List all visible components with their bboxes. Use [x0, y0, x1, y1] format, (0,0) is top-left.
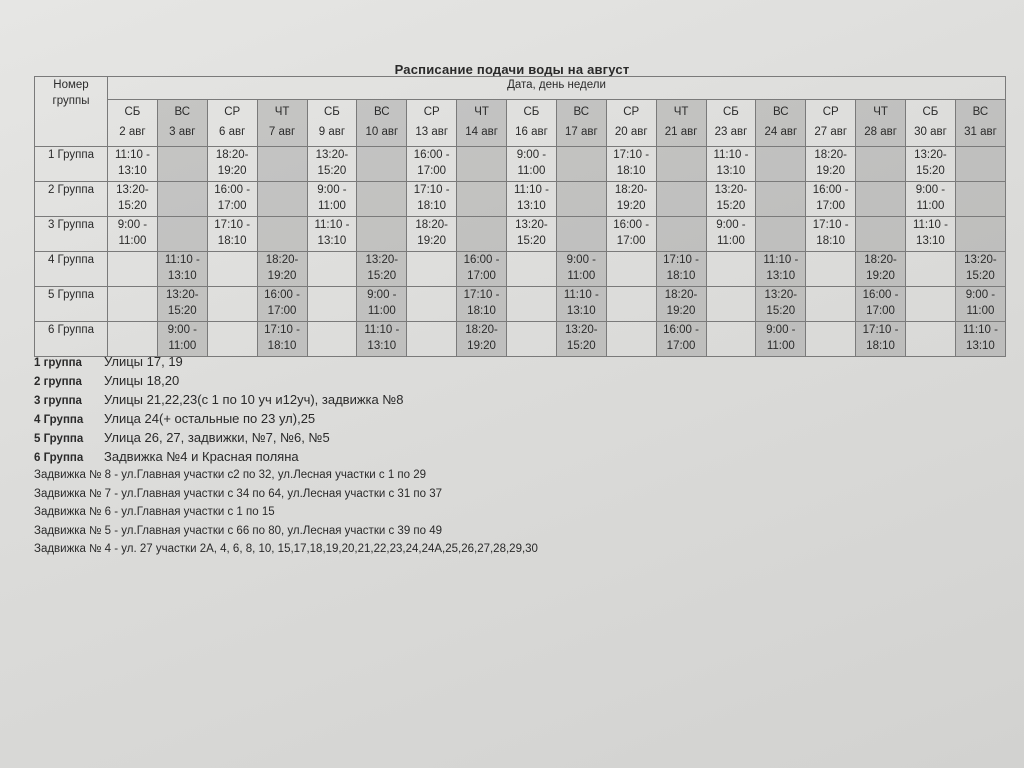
time-start: 11:10 - [314, 219, 350, 231]
legend-item [34, 447, 994, 466]
time-start: 13:20- [315, 149, 349, 161]
time-end: 11:00 [118, 235, 147, 247]
time-start: 17:10 - [264, 324, 300, 336]
time-start: 11:10 - [364, 324, 400, 336]
day-date: 13 авг [415, 126, 449, 138]
legend-group: 2 группа [34, 376, 82, 388]
time-end: 15:20 [566, 340, 596, 352]
time-end: 19:20 [666, 305, 696, 317]
schedule-cell [955, 287, 1005, 322]
time-end: 13:10 [716, 165, 746, 177]
schedule-cell [307, 217, 357, 252]
schedule-cell [606, 217, 656, 252]
time-start: 16:00 - [264, 289, 300, 301]
legend-desc: Улицы 21,22,23(с 1 по 10 уч и12уч), задвижка №8 [104, 392, 404, 407]
time-end: 11:00 [966, 305, 995, 317]
schedule-cell [706, 217, 756, 252]
time-start: 13:20- [714, 184, 748, 196]
time-start: 9:00 - [566, 254, 597, 266]
day-of-week: ВС [773, 106, 789, 118]
schedule-cell [556, 287, 606, 322]
schedule-cell [108, 252, 158, 287]
time-start: 18:20- [415, 219, 448, 231]
time-start: 11:10 - [763, 254, 799, 266]
schedule-cell [606, 182, 656, 217]
schedule-cell [207, 217, 257, 252]
table-row [35, 147, 1006, 182]
day-header [556, 100, 606, 147]
time-start: 11:10 - [563, 289, 599, 301]
time-start: 16:00 - [214, 184, 251, 196]
day-date: 20 авг [614, 126, 648, 138]
time-end: 18:10 [417, 200, 447, 212]
schedule-cell [906, 182, 956, 217]
time-start: 9:00 - [965, 289, 996, 301]
time-end: 15:20 [167, 305, 197, 317]
time-end: 18:10 [267, 340, 297, 352]
legend-item [34, 352, 994, 371]
schedule-cell [507, 287, 557, 322]
header-row-top [35, 77, 1006, 100]
schedule-cell [856, 182, 906, 217]
day-of-week: СР [224, 106, 241, 118]
schedule-cell [207, 147, 257, 182]
schedule-cell [756, 147, 806, 182]
group-header-line2: группы [52, 95, 90, 107]
time-end: 15:20 [317, 165, 347, 177]
schedule-cell [955, 252, 1005, 287]
day-header [955, 100, 1005, 147]
schedule-cell [955, 217, 1005, 252]
day-header [407, 100, 457, 147]
schedule-cell [556, 217, 606, 252]
time-end: 18:10 [866, 340, 895, 352]
schedule-cell [207, 252, 257, 287]
time-start: 16:00 - [663, 324, 699, 336]
time-end: 17:00 [467, 270, 496, 282]
schedule-cell [856, 252, 906, 287]
time-end: 11:00 [567, 270, 596, 282]
day-of-week: СР [623, 106, 640, 118]
schedule-cell [906, 217, 956, 252]
time-start: 11:10 - [912, 219, 948, 231]
time-start: 13:20- [914, 149, 947, 161]
time-end: 11:00 [916, 200, 945, 212]
schedule-cell [806, 252, 856, 287]
legend-desc: Улица 24(+ остальные по 23 ул),25 [104, 411, 316, 426]
day-date: 31 авг [964, 126, 997, 138]
day-date: 14 авг [465, 126, 498, 138]
time-start: 16:00 - [862, 289, 899, 301]
schedule-cell [507, 147, 557, 182]
schedule-cell [357, 217, 407, 252]
time-start: 9:00 - [915, 184, 946, 196]
schedule-cell [556, 182, 606, 217]
schedule-body [35, 147, 1006, 357]
time-start: 17:10 - [214, 219, 251, 231]
time-start: 13:20- [515, 219, 548, 231]
day-of-week: СБ [723, 106, 739, 118]
legend-group: 1 группа [34, 357, 82, 369]
schedule-cell [806, 182, 856, 217]
schedule-cell [407, 182, 457, 217]
day-date: 7 авг [268, 126, 296, 138]
day-date: 27 авг [814, 126, 848, 138]
time-start: 13:20- [166, 289, 199, 301]
time-start: 9:00 - [716, 219, 746, 231]
table-row [35, 182, 1006, 217]
day-header [507, 100, 557, 147]
legend-valves [34, 466, 994, 559]
schedule-cell [556, 252, 606, 287]
legend-desc: Улицы 18,20 [104, 373, 180, 388]
time-end: 15:20 [716, 200, 746, 212]
day-date: 16 авг [515, 126, 548, 138]
valve-item: Задвижка № 6 - ул.Главная участки с 1 по 15 [34, 506, 275, 518]
group-name: 3 Группа [35, 217, 108, 252]
legend-desc: Задвижка №4 и Красная поляна [104, 449, 299, 464]
legend-group: 4 Группа [34, 414, 84, 426]
time-end: 19:20 [816, 165, 846, 177]
legend-desc: Улицы 17, 19 [104, 354, 183, 369]
day-date: 2 авг [119, 126, 146, 138]
group-name: 2 Группа [35, 182, 108, 217]
schedule-cell [606, 147, 656, 182]
group-name: 5 Группа [35, 287, 108, 322]
valve-item: Задвижка № 8 - ул.Главная участки с2 по 32, ул.Лесная участки с 1 по 29 [34, 469, 427, 481]
legend-group: 6 Группа [34, 452, 84, 464]
time-end: 13:10 [966, 340, 995, 352]
valve-item: Задвижка № 7 - ул.Главная участки с 34 по 64, ул.Лесная участки с 31 по 37 [34, 487, 443, 500]
schedule-cell [457, 287, 507, 322]
day-of-week: СР [423, 106, 440, 118]
schedule-cell [856, 287, 906, 322]
time-end: 19:20 [616, 200, 646, 212]
day-header [157, 100, 207, 147]
schedule-cell [806, 287, 856, 322]
schedule-cell [307, 147, 357, 182]
time-start: 18:20- [265, 254, 299, 266]
legend-item [34, 428, 994, 447]
day-header [357, 100, 407, 147]
time-start: 9:00 - [117, 219, 148, 231]
time-end: 15:20 [118, 200, 147, 212]
schedule-cell [955, 147, 1005, 182]
schedule-cell [457, 182, 507, 217]
day-date: 3 авг [169, 126, 196, 138]
schedule-cell [457, 252, 507, 287]
time-start: 18:20- [465, 324, 498, 336]
legend-group: 3 группа [34, 395, 82, 407]
schedule-cell [207, 182, 257, 217]
time-end: 17:00 [217, 200, 247, 212]
time-start: 16:00 - [463, 254, 500, 266]
time-start: 18:20- [215, 149, 249, 161]
day-date: 6 авг [219, 126, 246, 138]
time-start: 17:10 - [663, 254, 699, 266]
date-header: Дата, день недели [108, 77, 1006, 100]
day-date: 9 авг [318, 126, 346, 138]
time-start: 16:00 - [413, 149, 450, 161]
day-header [906, 100, 956, 147]
schedule-table [34, 76, 1006, 357]
schedule-cell [357, 147, 407, 182]
day-of-week: ЧТ [474, 106, 489, 118]
time-end: 11:00 [317, 200, 346, 212]
day-of-week: СБ [324, 106, 340, 118]
schedule-cell [307, 287, 357, 322]
day-of-week: ВС [174, 106, 191, 118]
schedule-cell [207, 287, 257, 322]
time-end: 11:00 [716, 235, 745, 247]
time-start: 17:10 - [862, 324, 899, 336]
time-start: 18:20- [664, 289, 698, 301]
schedule-cell [407, 147, 457, 182]
time-start: 17:10 - [613, 149, 650, 161]
time-end: 18:10 [666, 270, 696, 282]
table-row [35, 217, 1006, 252]
schedule-cell [157, 252, 207, 287]
time-end: 15:20 [766, 305, 796, 317]
time-end: 18:10 [467, 305, 496, 317]
day-date: 24 авг [764, 126, 798, 138]
time-start: 9:00 - [317, 184, 347, 196]
time-end: 19:20 [417, 235, 447, 247]
day-of-week: ЧТ [673, 106, 689, 118]
time-end: 13:10 [766, 270, 796, 282]
time-end: 17:00 [616, 235, 646, 247]
time-end: 19:20 [267, 270, 297, 282]
schedule-cell [257, 182, 307, 217]
schedule-cell [906, 252, 956, 287]
time-end: 13:10 [916, 235, 945, 247]
schedule-cell [906, 147, 956, 182]
legend-item [34, 390, 994, 409]
schedule-cell [656, 182, 706, 217]
valve-item: Задвижка № 5 - ул.Главная участки с 66 по 80, ул.Лесная участки с 39 по 49 [34, 524, 443, 537]
time-start: 16:00 - [812, 184, 849, 196]
day-date: 21 авг [664, 126, 698, 138]
schedule-cell [606, 287, 656, 322]
schedule-cell [756, 287, 806, 322]
day-header [457, 100, 507, 147]
schedule-cell [157, 217, 207, 252]
schedule-cell [307, 252, 357, 287]
time-end: 13:10 [566, 305, 596, 317]
time-start: 9:00 - [167, 324, 198, 336]
day-date: 30 авг [914, 126, 947, 138]
day-header [307, 100, 357, 147]
schedule-cell [157, 287, 207, 322]
schedule-cell [357, 182, 407, 217]
day-of-week: СБ [124, 106, 141, 118]
schedule-cell [307, 182, 357, 217]
day-of-week: ЧТ [274, 106, 290, 118]
time-start: 9:00 - [367, 289, 397, 301]
time-end: 17:00 [666, 340, 696, 352]
schedule-cell [257, 217, 307, 252]
time-end: 18:10 [816, 235, 846, 247]
time-end: 13:10 [317, 235, 347, 247]
time-start: 13:20- [116, 184, 149, 196]
day-header [706, 100, 756, 147]
group-name: 6 Группа [35, 322, 108, 357]
day-date: 28 авг [864, 126, 897, 138]
legend [34, 352, 994, 559]
header-row-days [35, 100, 1006, 147]
time-end: 11:00 [517, 165, 546, 177]
legend-groups [34, 352, 994, 466]
schedule-cell [507, 252, 557, 287]
time-start: 18:20- [814, 149, 847, 161]
schedule-cell [656, 147, 706, 182]
time-end: 15:20 [916, 165, 945, 177]
schedule-cell [906, 287, 956, 322]
time-start: 17:10 - [463, 289, 500, 301]
valve-item: Задвижка № 4 - ул. 27 участки 2А, 4, 6, 8, 10, 15,17,18,19,20,21,22,23,24,24А,25,26,27,28,29,30 [34, 543, 538, 555]
time-start: 13:20- [964, 254, 997, 266]
group-header-line1: Номер [53, 79, 89, 91]
day-of-week: СБ [922, 106, 939, 118]
day-date: 23 авг [714, 126, 748, 138]
schedule-cell [856, 217, 906, 252]
time-start: 11:10 - [713, 149, 749, 161]
schedule-cell [357, 252, 407, 287]
schedule-cell [756, 217, 806, 252]
day-of-week: СР [822, 106, 839, 118]
day-date: 17 авг [564, 126, 598, 138]
schedule-cell [756, 182, 806, 217]
time-end: 18:10 [616, 165, 646, 177]
day-date: 10 авг [365, 126, 399, 138]
time-start: 11:10 - [962, 324, 998, 336]
time-start: 11:10 - [164, 254, 200, 266]
schedule-cell [507, 182, 557, 217]
time-end: 15:20 [517, 235, 546, 247]
time-start: 17:10 - [413, 184, 450, 196]
time-end: 18:10 [217, 235, 247, 247]
group-name: 1 Группа [35, 147, 108, 182]
time-start: 13:20- [565, 324, 598, 336]
time-end: 19:20 [467, 340, 496, 352]
schedule-cell [556, 147, 606, 182]
time-end: 11:00 [766, 340, 795, 352]
day-header [656, 100, 706, 147]
schedule-cell [407, 252, 457, 287]
schedule-cell [108, 147, 158, 182]
day-header [207, 100, 257, 147]
schedule-cell [656, 287, 706, 322]
schedule-cell [157, 182, 207, 217]
schedule-cell [157, 147, 207, 182]
schedule-cell [407, 287, 457, 322]
schedule-cell [706, 287, 756, 322]
day-of-week: ВС [972, 106, 989, 118]
schedule-cell [357, 287, 407, 322]
time-end: 13:10 [118, 165, 147, 177]
schedule-cell [507, 217, 557, 252]
time-start: 18:20- [864, 254, 897, 266]
schedule-cell [257, 147, 307, 182]
time-end: 15:20 [966, 270, 995, 282]
schedule-cell [856, 147, 906, 182]
time-start: 13:20- [365, 254, 399, 266]
schedule-cell [806, 147, 856, 182]
schedule-cell [955, 182, 1005, 217]
schedule-cell [756, 252, 806, 287]
schedule-cell [806, 217, 856, 252]
time-start: 11:10 - [114, 149, 150, 161]
document-title: Расписание подачи воды на август [394, 62, 630, 77]
schedule-cell [257, 287, 307, 322]
time-end: 13:10 [367, 340, 397, 352]
schedule-cell [108, 287, 158, 322]
day-header [856, 100, 906, 147]
group-name: 4 Группа [35, 252, 108, 287]
day-of-week: ВС [573, 106, 590, 118]
time-end: 13:10 [517, 200, 546, 212]
schedule-cell [606, 252, 656, 287]
schedule-cell [706, 182, 756, 217]
time-end: 11:00 [367, 305, 396, 317]
legend-group: 5 Группа [34, 433, 84, 445]
time-start: 16:00 - [613, 219, 650, 231]
day-of-week: ВС [374, 106, 390, 118]
time-start: 9:00 - [516, 149, 547, 161]
time-end: 19:20 [866, 270, 895, 282]
day-of-week: СБ [523, 106, 540, 118]
time-start: 18:20- [614, 184, 648, 196]
day-of-week: ЧТ [873, 106, 888, 118]
schedule-cell [656, 252, 706, 287]
schedule-cell [108, 182, 158, 217]
table-row [35, 287, 1006, 322]
day-header [606, 100, 656, 147]
time-end: 17:00 [866, 305, 895, 317]
schedule-cell [457, 217, 507, 252]
day-header [756, 100, 806, 147]
legend-desc: Улица 26, 27, задвижки, №7, №6, №5 [104, 430, 330, 445]
schedule-cell [108, 217, 158, 252]
time-end: 17:00 [417, 165, 447, 177]
time-start: 17:10 - [812, 219, 849, 231]
time-end: 13:10 [167, 270, 197, 282]
schedule-cell [457, 147, 507, 182]
time-end: 19:20 [217, 165, 247, 177]
schedule-cell [706, 147, 756, 182]
time-end: 17:00 [267, 305, 297, 317]
schedule-cell [656, 217, 706, 252]
time-start: 13:20- [764, 289, 798, 301]
day-header [257, 100, 307, 147]
time-start: 11:10 - [513, 184, 549, 196]
group-column-header [35, 77, 108, 147]
schedule-cell [407, 217, 457, 252]
legend-item [34, 371, 994, 390]
day-header [108, 100, 158, 147]
table-row [35, 252, 1006, 287]
time-end: 17:00 [816, 200, 846, 212]
day-header [806, 100, 856, 147]
schedule-cell [706, 252, 756, 287]
legend-item [34, 409, 994, 428]
time-end: 15:20 [367, 270, 397, 282]
time-end: 11:00 [168, 340, 197, 352]
time-start: 9:00 - [766, 324, 796, 336]
schedule-cell [257, 252, 307, 287]
